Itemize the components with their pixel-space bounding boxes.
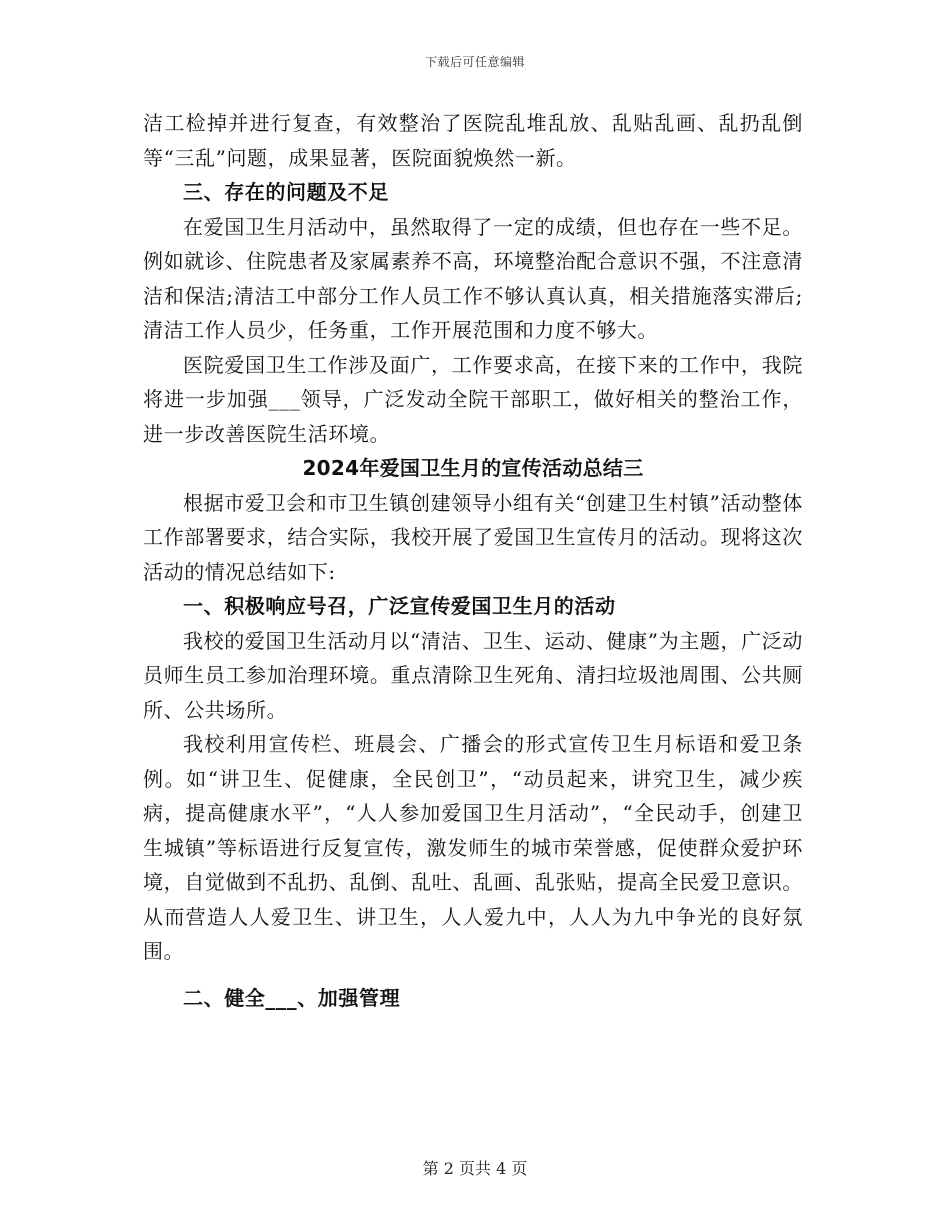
heading-management: 二、健全___、加强管理 [183,985,401,1010]
document-body [143,106,803,1015]
heading-problems: 三、存在的问题及不足 [183,180,389,204]
paragraph-activity-theme: 我校的爱国卫生活动月以“清洁、卫生、运动、健康”为主题，广泛动员师生员工参加治理环境。重点清除卫生死角、清扫垃圾池周围、公共厕所、公共场所。 [143,628,803,722]
heading-respond-call: 一、积极响应号召，广泛宣传爱国卫生月的活动 [183,594,616,618]
paragraph-intro: 根据市爱卫会和市卫生镇创建领导小组有关“创建卫生村镇”活动整体工作部署要求，结合实际，我校开展了爱国卫生宣传月的活动。现将这次活动的情况总结如下: [143,490,803,584]
paragraph-next-steps: 医院爱国卫生工作涉及面广，工作要求高，在接下来的工作中，我院将进一步加强___领导，广泛发动全院干部职工，做好相关的整治工作，进一步改善医院生活环境。 [143,352,803,446]
page-header-note: 下载后可任意编辑 [424,55,525,69]
paragraph-continuation: 洁工检掉并进行复查，有效整治了医院乱堆乱放、乱贴乱画、乱扔乱倒等“三乱”问题，成果显著，医院面貌焕然一新。 [143,111,803,170]
section-title: 2024年爱国卫生月的宣传活动总结三 [302,456,644,480]
page-number: 第 2 页共 4 页 [422,1159,528,1178]
paragraph-slogans: 我校利用宣传栏、班晨会、广播会的形式宣传卫生月标语和爱卫条例。如“讲卫生、促健康，全民创卫”，“动员起来，讲究卫生，减少疾病，提高健康水平”，“人人参加爱国卫生月活动”，“全民动手，创建卫生城镇”等标语进行反复宣传，激发师生的城市荣誉感，促使群众爱护环境，自觉做到不乱扔、乱倒、乱吐、乱画、乱张贴，提高全民爱卫意识。从而营造人人爱卫生、讲卫生，人人爱九中，人人为九中争光的良好氛围。 [143,732,803,963]
paragraph-shortcomings: 在爱国卫生月活动中，虽然取得了一定的成绩，但也存在一些不足。例如就诊、住院患者及家属素养不高，环境整治配合意识不强，不注意清洁和保洁;清洁工中部分工作人员工作不够认真认真，相关措施落实滞后;清洁工作人员少，任务重，工作开展范围和力度不够大。 [143,214,803,342]
